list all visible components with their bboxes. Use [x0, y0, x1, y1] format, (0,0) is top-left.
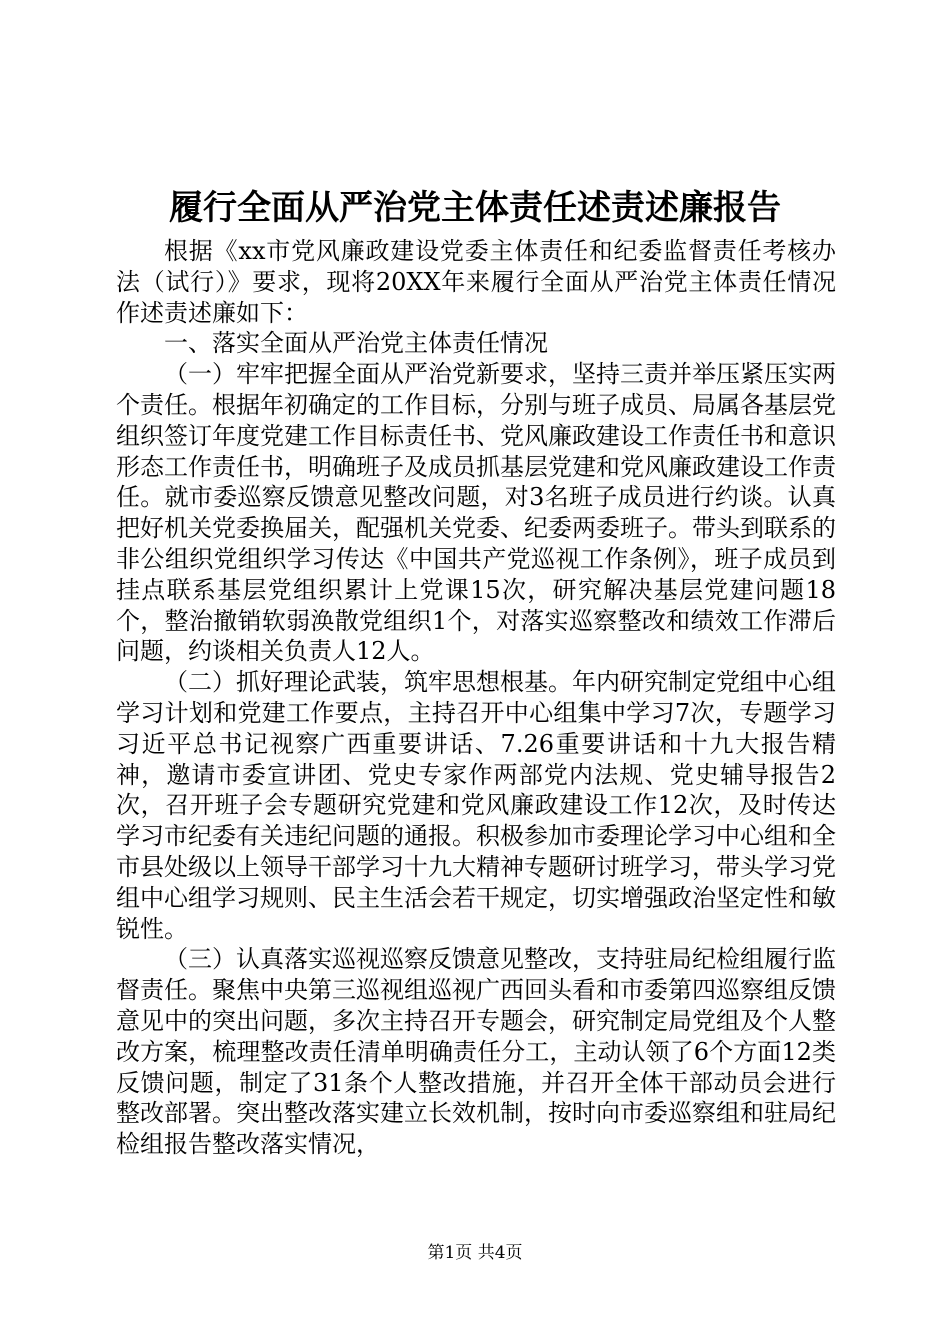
paragraph-item-2: （二）抓好理论武装，筑牢思想根基。年内研究制定党组中心组学习计划和党建工作要点，主持召开中心组集中学习7次，专题学习习近平总书记视察广西重要讲话、7.26重要讲话和十九大报告精神，邀请市委宣讲团、党史专家作两部党内法规、党史辅导报告2次，召开班子会专题研究党建和党风廉政建设工作12次，及时传达学习市纪委有关违纪问题的通报。积极参加市委理论学习中心组和全市县处级以上领导干部学习十九大精神专题研讨班学习，带头学习党组中心组学习规则、民主生活会若干规定，切实增强政治坚定性和敏锐性。: [116, 668, 836, 943]
paragraph-intro: 根据《xx市党风廉政建设党委主体责任和纪委监督责任考核办法（试行）》要求，现将20XX年来履行全面从严治党主体责任情况作述责述廉如下：: [116, 237, 836, 327]
paragraph-item-1: （一）牢牢把握全面从严治党新要求，坚持三责并举压紧压实两个责任。根据年初确定的工作目标，分别与班子成员、局属各基层党组织签订年度党建工作目标责任书、党风廉政建设工作责任书和意识形态工作责任书，明确班子及成员抓基层党建和党风廉政建设工作责任。就市委巡察反馈意见整改问题，对3名班子成员进行约谈。认真把好机关党委换届关，配强机关党委、纪委两委班子。带头到联系的非公组织党组织学习传达《中国共产党巡视工作条例》，班子成员到挂点联系基层党组织累计上党课15次，研究解决基层党建问题18个，整治撤销软弱涣散党组织1个，对落实巡察整改和绩效工作滞后问题，约谈相关负责人12人。: [116, 360, 836, 666]
section-heading-1: 一、落实全面从严治党主体责任情况: [164, 329, 548, 358]
document-title: 履行全面从严治党主体责任述责述廉报告: [169, 188, 781, 228]
document-body: [116, 236, 836, 1160]
paragraph-item-3: （三）认真落实巡视巡察反馈意见整改，支持驻局纪检组履行监督责任。聚焦中央第三巡视组巡视广西回头看和市委第四巡察组反馈意见中的突出问题，多次主持召开专题会，研究制定局党组及个人整改方案，梳理整改责任清单明确责任分工，主动认领了6个方面12类反馈问题，制定了31条个人整改措施，并召开全体干部动员会进行整改部署。突出整改落实建立长效机制，按时向市委巡察组和驻局纪检组报告整改落实情况，: [116, 945, 836, 1159]
page-footer: 第1页 共4页: [427, 1243, 523, 1263]
